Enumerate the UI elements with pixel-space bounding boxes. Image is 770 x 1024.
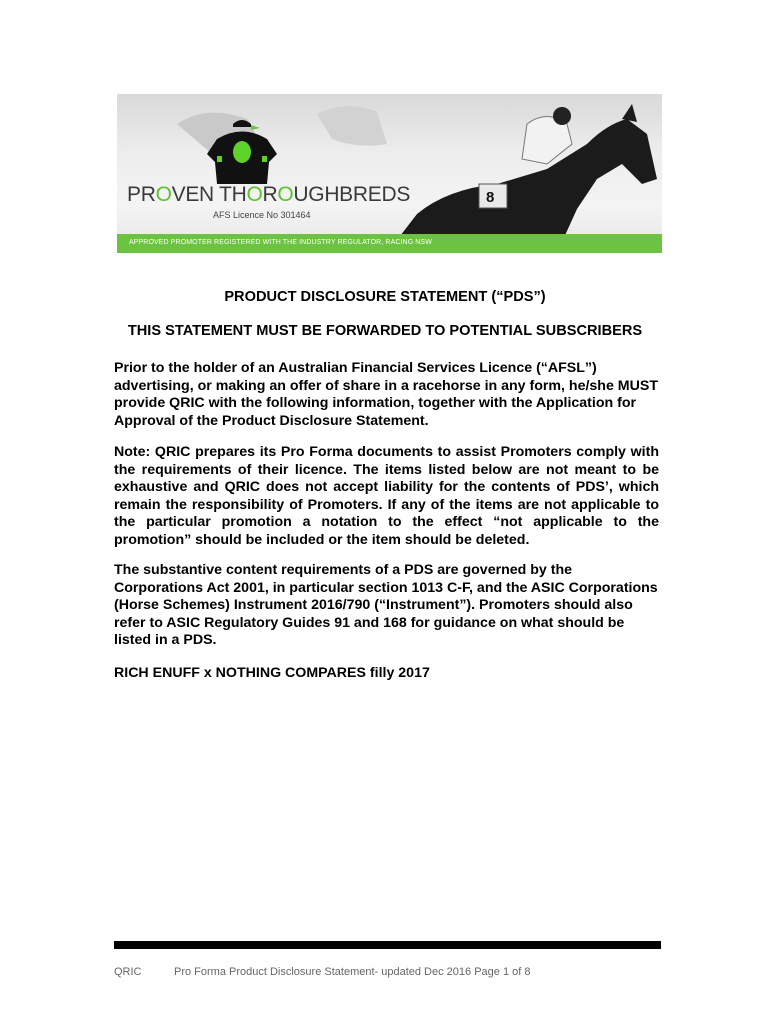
footer-page-info: Pro Forma Product Disclosure Statement- updated Dec 2016 Page 1 of 8 xyxy=(174,966,531,978)
saddlecloth-number: 8 xyxy=(486,189,495,206)
footer-divider xyxy=(114,941,661,949)
intro-paragraph: Prior to the holder of an Australian Financial Services Licence (“AFSL”) advertising, or making an offer of share in a racehorse in any form, he/she MUST provide QRIC with the following information, together with the Application for Approval of the Product Disclosure Statement. xyxy=(114,360,658,429)
banner-strip-text: APPROVED PROMOTER REGISTERED WITH THE INDUSTRY REGULATOR, RACING NSW xyxy=(129,239,432,246)
header-banner xyxy=(117,94,662,253)
note-paragraph: Note: QRIC prepares its Pro Forma documents to assist Promoters comply with the requirements of their licence. The items listed below are not meant to be exhaustive and QRIC does not accept liability for the contents of PDS’, which remain the responsibility of Promoters. If any of the items are not applicable to the particular promotion a notation to the effect “not applicable to the promotion” should be included or the item should be deleted. xyxy=(114,444,659,548)
licence-number: AFS Licence No 301464 xyxy=(213,210,311,220)
background-horse-shape xyxy=(317,106,387,146)
brand-name: PROVEN THOROUGHBREDS xyxy=(127,183,411,206)
requirements-paragraph: The substantive content requirements of a PDS are governed by the Corporations Act 2001, in particular section 1013 C-F, and the ASIC Corporations (Horse Schemes) Instrument 2016/790 (“Instrument”). Promoters should also refer to ASIC Regulatory Guides 91 and 168 for guidance on what should be listed in a PDS. xyxy=(114,562,658,649)
document-subtitle: THIS STATEMENT MUST BE FORWARDED TO POTENTIAL SUBSCRIBERS xyxy=(127,323,643,339)
banner-green-strip xyxy=(117,234,662,253)
racehorse-image xyxy=(387,104,657,253)
banner-artwork xyxy=(117,94,662,253)
footer-left-text: QRIC xyxy=(114,966,142,978)
horse-title: RICH ENUFF x NOTHING COMPARES filly 2017 xyxy=(114,665,430,681)
document-title: PRODUCT DISCLOSURE STATEMENT (“PDS”) xyxy=(224,289,546,305)
